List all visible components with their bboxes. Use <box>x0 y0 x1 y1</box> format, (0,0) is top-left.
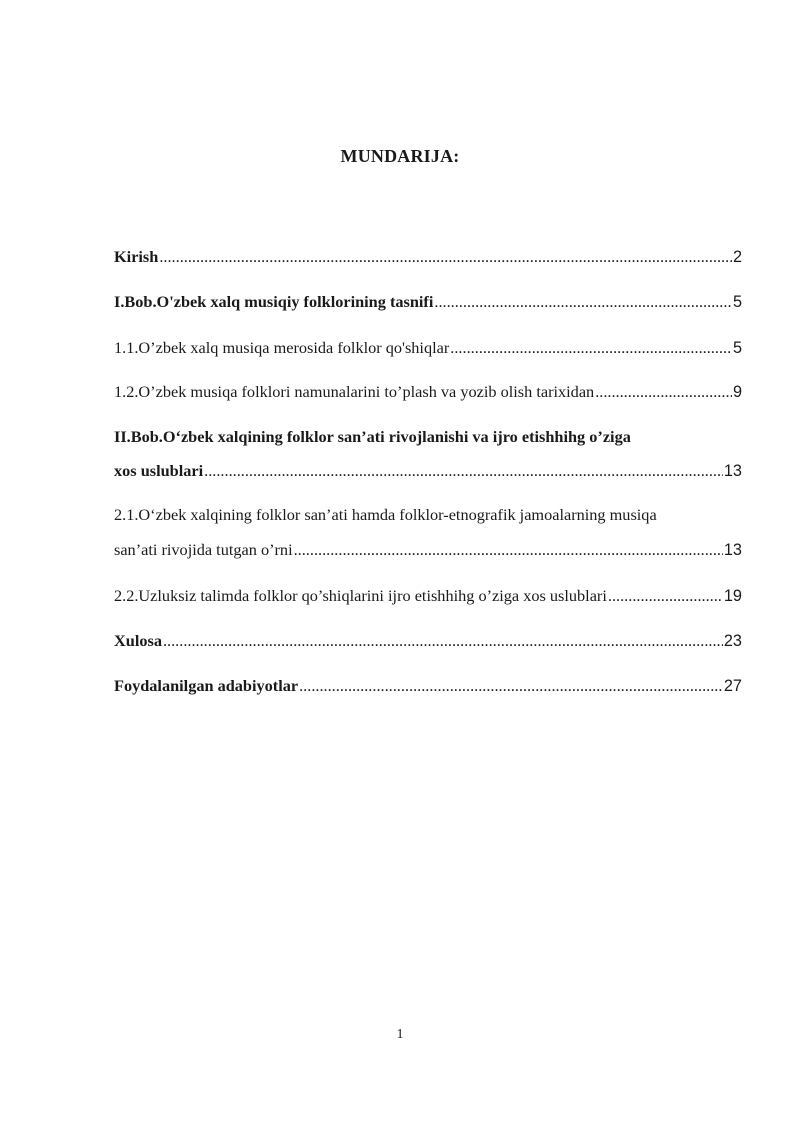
toc-entry-title: 2.2.Uzluksiz talimda folklor qo’shiqlarini ijro etishhihg o’ziga xos uslublari <box>114 586 607 605</box>
toc-entry-title: san’ati rivojida tutgan o’rni <box>114 540 293 559</box>
toc-leader-dots <box>450 337 732 359</box>
toc-entry-chapter-1 <box>114 291 742 313</box>
toc-entry-title: Foydalanilgan adabiyotlar <box>114 676 299 695</box>
page-number: 1 <box>396 1027 404 1042</box>
toc-entry-title: 1.1.O’zbek xalq musiqa merosida folklor qo'shiqlar <box>114 338 450 357</box>
toc-entry-chapter-2-line2 <box>114 460 742 482</box>
toc-leader-dots <box>299 675 723 697</box>
toc-entry-title: Xulosa <box>114 631 162 650</box>
toc-entry-page: 23 <box>723 632 742 650</box>
toc-entry-chapter-2-line1 <box>114 426 742 448</box>
toc-entry-title: 2.1.O‘zbek xalqining folklor san’ati hamda folklor-etnografik jamoalarning musiqa <box>114 505 657 524</box>
toc-entry-page: 9 <box>732 383 742 401</box>
toc-entry-section-1-2 <box>114 381 742 403</box>
toc-entry-page: 27 <box>723 677 742 695</box>
toc-entry-section-2-2 <box>114 585 742 607</box>
toc-entry-page: 2 <box>732 248 742 266</box>
toc-leader-dots <box>163 630 723 652</box>
toc-entry-title: xos uslublari <box>114 461 204 480</box>
toc-leader-dots <box>159 246 732 268</box>
toc-leader-dots <box>595 381 732 403</box>
toc-entry-section-2-1-line1 <box>114 504 742 526</box>
toc-leader-dots <box>204 460 723 482</box>
page-title: MUNDARIJA: <box>340 146 460 166</box>
toc-entry-section-1-1 <box>114 337 742 359</box>
toc-entry-title: Kirish <box>114 247 159 266</box>
toc-entry-xulosa <box>114 630 742 652</box>
toc-entry-title: 1.2.O’zbek musiqa folklori namunalarini to’plash va yozib olish tarixidan <box>114 382 595 401</box>
toc-entry-page: 5 <box>732 339 742 357</box>
toc-entry-page: 13 <box>723 462 742 480</box>
toc-leader-dots <box>608 585 723 607</box>
toc-entry-page: 5 <box>732 293 742 311</box>
toc-leader-dots <box>294 539 723 561</box>
toc-entry-adabiyotlar <box>114 675 742 697</box>
toc-entry-title: II.Bob.O‘zbek xalqining folklor san’ati rivojlanishi va ijro etishhihg o’ziga <box>114 427 631 446</box>
toc-leader-dots <box>434 291 732 313</box>
toc-entry-title: I.Bob.O'zbek xalq musiqiy folklorining tasnifi <box>114 292 434 311</box>
toc-entry-section-2-1-line2 <box>114 539 742 561</box>
toc-entry-kirish <box>114 246 742 268</box>
toc-entry-page: 13 <box>723 541 742 559</box>
toc-entry-page: 19 <box>723 587 742 605</box>
